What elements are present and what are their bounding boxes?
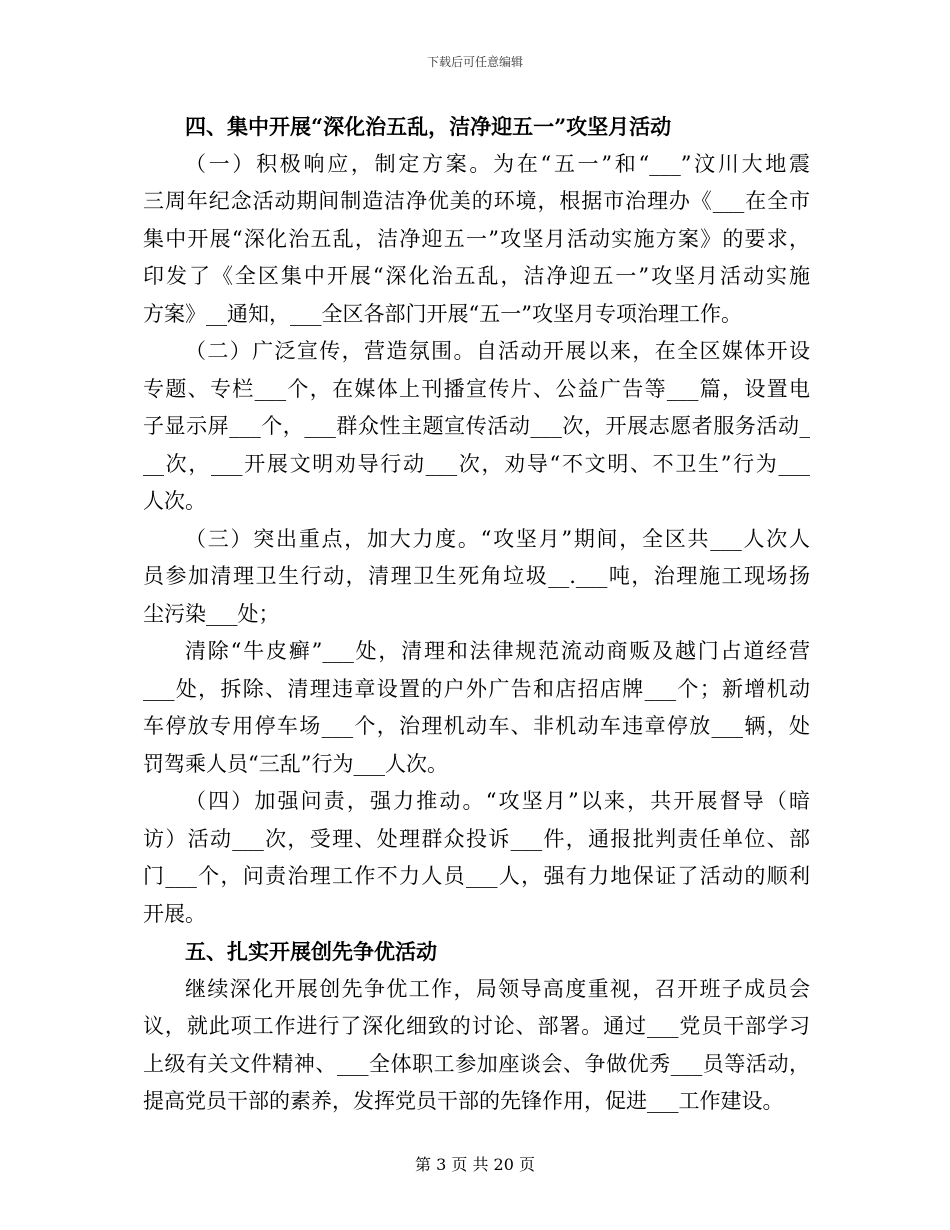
paragraph-1: [143, 146, 810, 334]
text-line: __次，___开展文明劝导行动___次，劝导“不文明、不卫生”行为___: [143, 451, 810, 476]
text-line: 方案》__通知，___全区各部门开展“五一”攻坚月专项治理工作。: [143, 301, 742, 326]
text-line: 集中开展“深化治五乱，洁净迎五一”攻坚月活动实施方案》的要求，: [143, 226, 810, 251]
text-line: 议，就此项工作进行了深化细致的讨论、部署。通过___党员干部学习: [143, 1014, 810, 1038]
text-line: ___处，拆除、清理违章设置的户外广告和店招店牌___个；新增机动: [143, 676, 810, 701]
text-line: 印发了《全区集中开展“深化治五乱，洁净迎五一”攻坚月活动实施: [143, 264, 810, 288]
text-line: 人次。: [143, 489, 206, 513]
text-line: 专题、专栏___个，在媒体上刊播宣传片、公益广告等___篇，设置电: [143, 376, 810, 401]
text-line: 员参加清理卫生行动，清理卫生死角垃圾__.___吨，治理施工现场扬: [143, 564, 810, 588]
text-line: 子显示屏___个，___群众性主题宣传活动___次，开展志愿者服务活动_: [143, 414, 810, 438]
section-heading-5: 五、扎实开展创先争优活动: [185, 939, 437, 964]
text-line: 开展。: [143, 901, 206, 926]
text-line: 车停放专用停车场___个，治理机动车、非机动车违章停放___辆，处: [143, 714, 810, 738]
paragraph-5: [143, 971, 810, 1121]
paragraph-3-continued: [143, 633, 810, 783]
page-number-footer: 第 3 页 共 20 页: [415, 1155, 535, 1174]
text-line: 尘污染___处；: [143, 601, 280, 626]
text-line: 访）活动___次，受理、处理群众投诉___件，通报批判责任单位、部: [143, 826, 810, 851]
text-line: （三）突出重点，加大力度。“攻坚月”期间，全区共___人次人: [185, 526, 810, 551]
text-line: 罚驾乘人员“三乱”行为___人次。: [143, 751, 448, 776]
page-header: 下载后可任意编辑: [426, 55, 523, 69]
text-line: 门___个，问责治理工作不力人员___人，强有力地保证了活动的顺利: [143, 864, 810, 888]
text-line: （四）加强问责，强力推动。“攻坚月”以来，共开展督导（暗: [185, 789, 810, 813]
text-line: 清除“牛皮癣”___处，清理和法律规范流动商贩及越门占道经营: [185, 639, 810, 663]
text-line: 上级有关文件精神、___全体职工参加座谈会、争做优秀___员等活动，: [143, 1051, 810, 1076]
text-line: （二）广泛宣传，营造氛围。自活动开展以来，在全区媒体开设: [185, 339, 810, 363]
paragraph-2: [143, 333, 810, 521]
text-line: 提高党员干部的素养，发挥党员干部的先锋作用，促进___工作建设。: [143, 1089, 784, 1113]
text-line: （一）积极响应，制定方案。为在“五一”和“___”汶川大地震: [185, 151, 810, 176]
section-heading-4: 四、集中开展“深化治五乱，洁净迎五一”攻坚月活动: [185, 114, 672, 139]
paragraph-3: [143, 521, 810, 634]
text-line: 继续深化开展创先争优工作，局领导高度重视，召开班子成员会: [185, 976, 810, 1001]
document-body: [143, 108, 810, 1121]
paragraph-4: [143, 783, 810, 933]
text-line: 三周年纪念活动期间制造洁净优美的环境，根据市治理办《___在全市: [143, 189, 810, 213]
